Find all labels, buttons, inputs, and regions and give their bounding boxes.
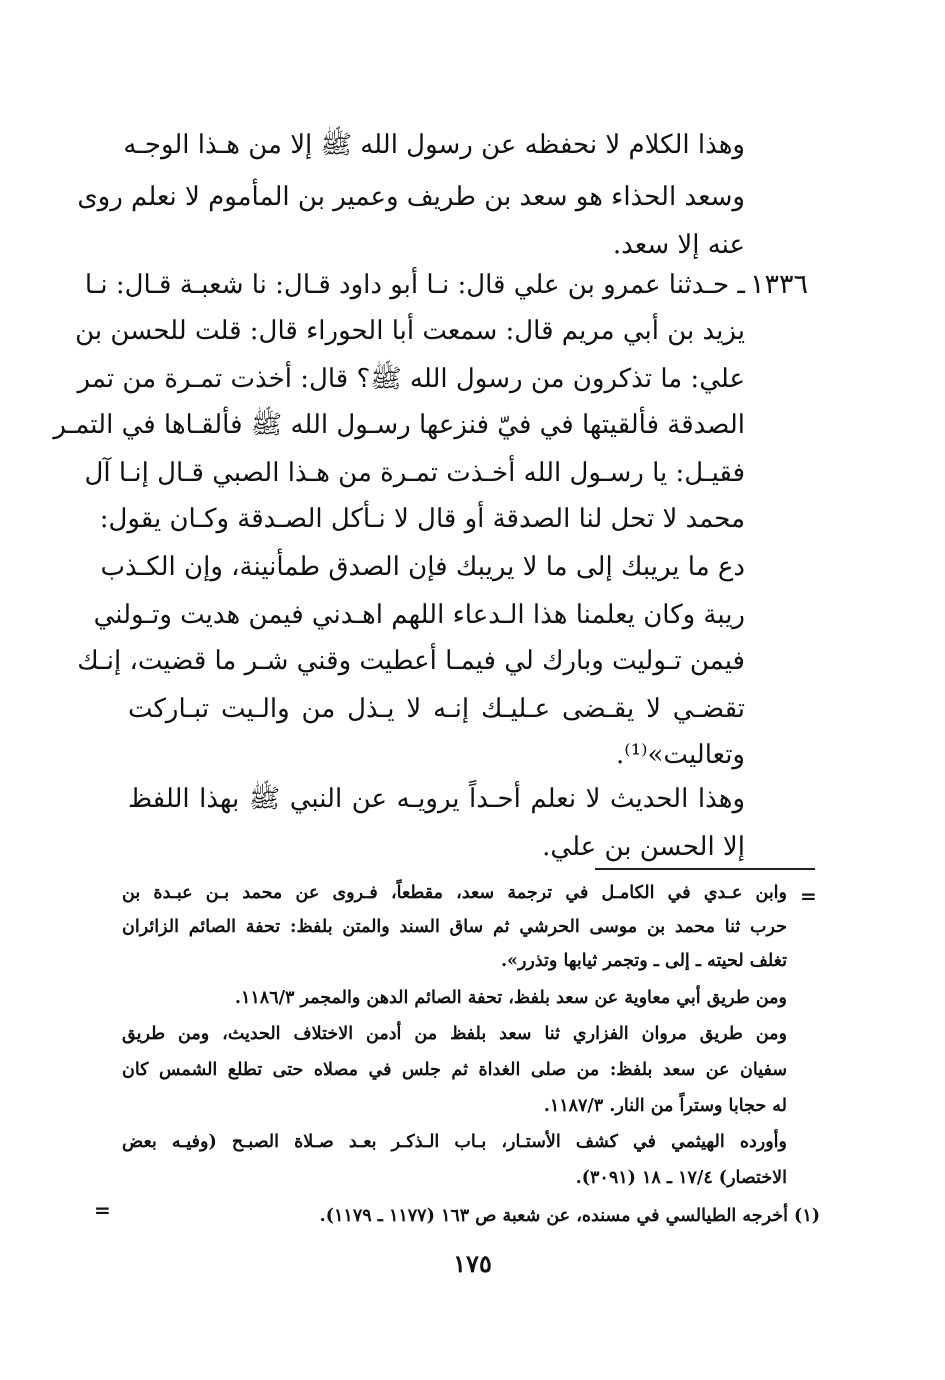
footnote-end-marker: = (94, 1198, 111, 1222)
main-text-line-5: يزيد بن أبي مريم قال: سمعت أبا الحوراء قال: قلت للحسن بن (75, 316, 745, 346)
main-text-line-3: عنه إلا سعد. (612, 230, 745, 260)
footnote-line-6: سفيان عن سعد بلفظ: من صلى الغداة ثم جلس في مصلاه حتى تطلع الشمس كان (122, 1060, 787, 1080)
footnote-line-9: الاختصار) ١٧/٤ ـ ١٨ (٣٠٩١). (575, 1168, 787, 1188)
main-text-line-10: دع ما يريبك إلى ما لا يريبك فإن الصدق طمأنينة، وإن الكـذب (100, 552, 745, 582)
main-text-line-13: تقضـي لا يقـضى عـليـك إنـه لا يـذل من والـيت تبـاركت (128, 694, 745, 724)
main-text-line-1: وهذا الكلام لا نحفظه عن رسول الله ﷺ إلا من هـذا الوجـه (123, 130, 745, 160)
footnote-continuation-marker: = (800, 884, 817, 908)
footnote-line-5: ومن طريق مروان الفزاري ثنا سعد بلفظ من أدمن الاختلاف الحديث، ومن طريق (122, 1024, 787, 1044)
footnote-line-1: وابن عـدي في الكامـل في ترجمة سعد، مقطعاً، فـروى عن محمد بـن عبـدة بن (122, 883, 787, 903)
footnote-line-3: تغلف لحيته ـ إلى ـ وتجمر ثيابها وتذرر». (500, 951, 787, 971)
main-text-line-8: فقيـل: يا رسـول الله أخـذت تمـرة من هـذا الصبي قـال إنـا آل (84, 458, 745, 488)
main-text-line-7: الصدقة فألقيتها في فيّ فنزعها رسـول الله ﷺ فألقـاها في التمـر (53, 410, 745, 440)
main-text-line-2: وسعد الحذاء هو سعد بن طريف وعمير بن المأموم لا نعلم روى (77, 182, 745, 212)
main-text-line-14: وتعاليت»⁽¹⁾. (616, 740, 745, 770)
footnote-line-4: ومن طريق أبي معاوية عن سعد بلفظ، تحفة الصائم الدهن والمجمر ١١٨٦/٣. (234, 988, 787, 1008)
main-text-line-16: إلا الحسن بن علي. (542, 832, 745, 862)
main-text-line-9: محمد لا تحل لنا الصدقة أو قال لا نـأكل الصـدقة وكـان يقول: (99, 504, 745, 534)
main-text-line-15: وهذا الحديث لا نعلم أحـداً يرويـه عن النبي ﷺ بهذا اللفظ (128, 784, 745, 814)
main-text-line-4: ـ حـدثنا عمرو بن علي قال: نـا أبو داود قـال: نا شعبـة قـال: نـا (84, 270, 745, 300)
footnote-line-2: حرب ثنا محمد بن موسى الحرشي ثم ساق السند والمتن بلفظ: تحفة الصائم الزائران (122, 917, 787, 937)
footnote-line-8: وأورده الهيثمي في كشف الأستـار، بـاب الـذكـر بعـد صـلاة الصبـح (وفيـه بعض (122, 1132, 787, 1152)
main-text-line-12: فيمن تـوليت وبارك لي فيمـا أعطيت وقني شـر ما قضيت، إنـك (77, 646, 745, 676)
main-text-line-11: ريبة وكان يعلمنا هذا الـدعاء اللهم اهـدني فيمن هديت وتـولني (93, 600, 745, 630)
footnote-line-10: (١) أخرجه الطيالسي في مسنده، عن شعبة ص ١٦٣ (١١٧٧ ـ ١١٧٩). (319, 1206, 820, 1226)
page-number: ١٧٥ (453, 1249, 492, 1278)
main-text-line-6: علي: ما تذكرون من رسول الله ﷺ؟ قال: أخذت تمـرة من تمر (77, 364, 745, 394)
footnote-line-7: له حجابا وستراً من النار. ١١٨٧/٣. (543, 1096, 787, 1116)
hadith-number: ١٣٣٦ (750, 269, 809, 300)
footnote-separator (595, 868, 815, 870)
